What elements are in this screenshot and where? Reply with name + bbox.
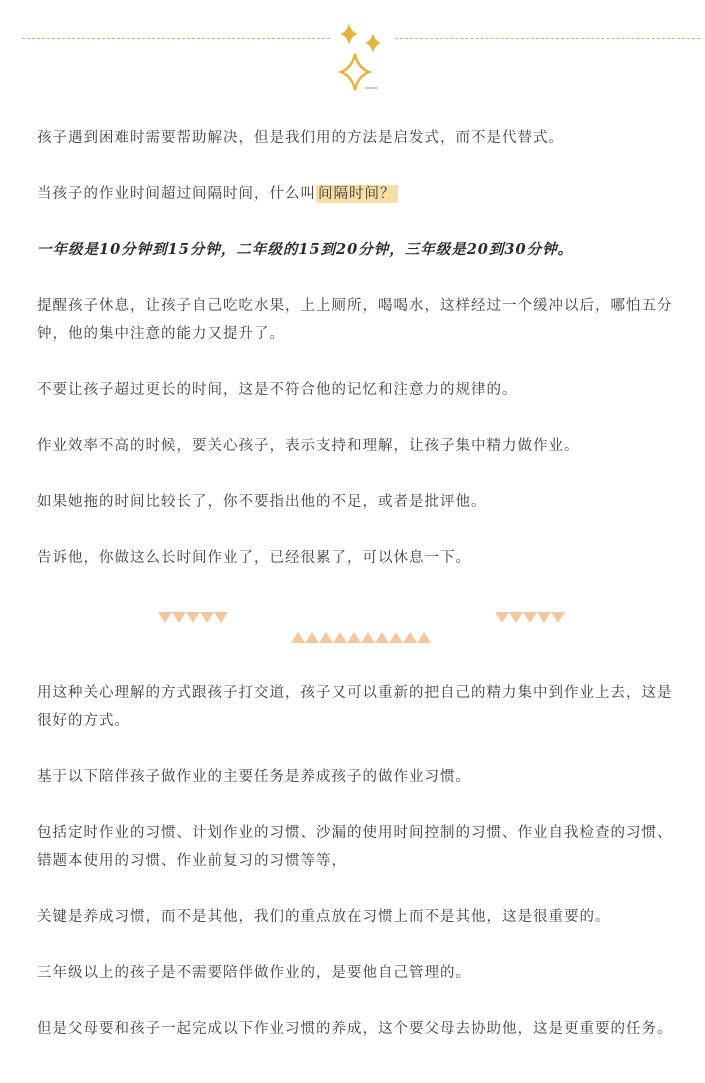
paragraph-3-emphasis: 一年级是10分钟到15分钟，二年级的15到20分钟，三年级是20到30分钟。 <box>37 241 574 258</box>
paragraph-9: 用这种关心理解的方式跟孩子打交道，孩子又可以重新的把自己的精力集中到作业上去，这是很好的方式。 <box>37 685 673 729</box>
triangle-row-center <box>291 632 431 646</box>
paragraph-11: 包括定时作业的习惯、计划作业的习惯、沙漏的使用时间控制的习惯、作业自我检查的习惯、错题本使用的习惯、作业前复习的习惯等等， <box>37 825 673 869</box>
paragraph-8: 告诉他，你做这么长时间作业了，已经很累了，可以休息一下。 <box>37 550 471 566</box>
paragraph-10: 基于以下陪伴孩子做作业的主要任务是养成孩子的做作业习惯。 <box>37 769 471 785</box>
paragraph-2 <box>37 180 677 208</box>
paragraph-12: 关键是养成习惯，而不是其他，我们的重点放在习惯上而不是其他，这是很重要的。 <box>37 909 611 925</box>
paragraph-13: 三年级以上的孩子是不需要陪伴做作业的，是要他自己管理的。 <box>37 965 471 981</box>
paragraph-2-text: 当孩子的作业时间超过间隔时间，什么叫 <box>37 186 316 202</box>
paragraph-4: 提醒孩子休息，让孩子自己吃吃水果，上上厕所，喝喝水，这样经过一个缓冲以后，哪怕五分钟，他的集中注意的能力又提升了。 <box>37 298 673 342</box>
dashed-divider-left <box>22 38 330 39</box>
triangle-row-right <box>495 612 565 626</box>
sparkle-stars-icon <box>330 18 400 98</box>
paragraph-5: 不要让孩子超过更长的时间，这是不符合他的记忆和注意力的规律的。 <box>37 382 518 398</box>
paragraph-1: 孩子遇到困难时需要帮助解决，但是我们用的方法是启发式，而不是代替式。 <box>37 130 564 146</box>
paragraph-6: 作业效率不高的时候，要关心孩子，表示支持和理解，让孩子集中精力做作业。 <box>37 438 580 454</box>
paragraph-7: 如果她拖的时间比较长了，你不要指出他的不足，或者是批评他。 <box>37 494 487 510</box>
paragraph-14: 但是父母要和孩子一起完成以下作业习惯的养成，这个要父母去协助他，这是更重要的任务。 <box>37 1021 673 1037</box>
top-decoration <box>0 0 705 100</box>
dashed-divider-right <box>395 38 700 39</box>
highlighted-term: 间隔时间？ <box>318 186 396 202</box>
triangle-row-left <box>158 612 228 626</box>
